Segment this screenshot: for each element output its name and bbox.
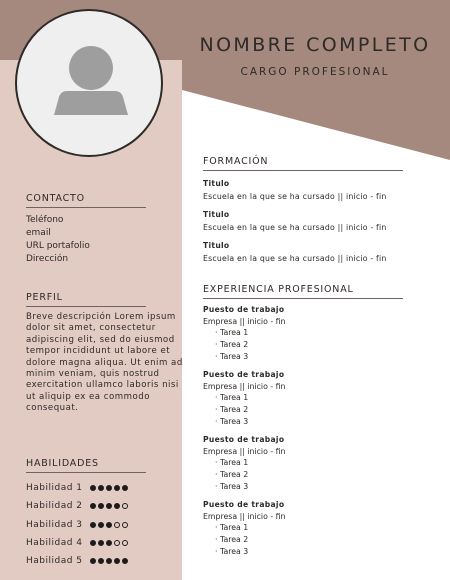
degree-detail: Escuela en la que se ha cursado || inicio - fin [203,223,387,232]
degree-detail: Escuela en la que se ha cursado || inicio - fin [203,192,387,201]
skill-row [26,497,176,515]
skill-rating [90,540,128,546]
job-entry [203,370,403,428]
profile-section [26,292,183,415]
rating-dot-filled-icon [114,503,120,509]
job-task: · Tarea 3 [203,481,403,493]
rating-dot-filled-icon [106,540,112,546]
profile-title: PERFIL [26,292,146,307]
skill-name: Habilidad 4 [26,538,83,549]
education-title: FORMACIÓN [203,156,403,171]
job-company: Empresa || inicio - fin [203,447,286,456]
rating-dot-filled-icon [106,558,112,564]
profile-photo [15,9,163,157]
job-position: Puesto de trabajo [203,435,285,444]
rating-dot-filled-icon [90,522,96,528]
job-task: · Tarea 3 [203,351,403,363]
rating-dot-filled-icon [90,540,96,546]
degree-title: Titulo [203,179,230,188]
rating-dot-filled-icon [98,485,104,491]
contact-section [26,193,176,266]
skill-row [26,479,176,497]
job-entry [203,435,403,493]
full-name: NOMBRE COMPLETO [199,34,431,56]
degree-title: Titulo [203,210,230,219]
job-task: · Tarea 2 [203,534,403,546]
rating-dot-filled-icon [106,522,112,528]
skill-row [26,516,176,534]
rating-dot-filled-icon [122,485,128,491]
contact-title: CONTACTO [26,193,146,208]
contact-portfolio: URL portafolio [26,241,90,251]
rating-dot-filled-icon [90,558,96,564]
rating-dot-filled-icon [98,558,104,564]
rating-dot-empty-icon [122,540,128,546]
skills-list [26,479,176,570]
degree-title: Titulo [203,241,230,250]
job-position: Puesto de trabajo [203,370,285,379]
rating-dot-filled-icon [106,503,112,509]
rating-dot-filled-icon [98,540,104,546]
job-task: · Tarea 1 [203,457,403,469]
job-title: CARGO PROFESIONAL [240,66,390,78]
job-task: · Tarea 2 [203,469,403,481]
rating-dot-filled-icon [106,485,112,491]
experience-title: EXPERIENCIA PROFESIONAL [203,284,403,299]
education-item [203,241,403,264]
job-task: · Tarea 2 [203,339,403,351]
job-task: · Tarea 1 [203,392,403,404]
skill-rating [90,503,128,509]
rating-dot-filled-icon [98,503,104,509]
skill-name: Habilidad 2 [26,501,83,512]
experience-section [203,284,403,558]
job-task: · Tarea 1 [203,522,403,534]
skill-rating [90,558,128,564]
rating-dot-filled-icon [122,558,128,564]
job-company: Empresa || inicio - fin [203,512,286,521]
rating-dot-empty-icon [122,522,128,528]
rating-dot-filled-icon [98,522,104,528]
skill-name: Habilidad 5 [26,556,83,567]
rating-dot-filled-icon [114,485,120,491]
skill-name: Habilidad 1 [26,483,83,494]
skills-title: HABILIDADES [26,458,146,473]
job-position: Puesto de trabajo [203,305,285,314]
profile-description: Breve descripción Lorem ipsum dolor sit amet, consectetur adipiscing elit, sed do eiusmod tempor incididunt ut labore et dolore magna aliqua. Ut enim ad minim veniam, quis nostrud exercitation ullamco laboris nisi ut aliquip ex ea commodo consequat. [26,312,183,414]
job-task: · Tarea 3 [203,546,403,558]
person-silhouette-icon [17,11,163,157]
rating-dot-filled-icon [90,485,96,491]
job-entry [203,500,403,558]
job-entry [203,305,403,363]
job-task: · Tarea 3 [203,416,403,428]
skill-rating [90,522,128,528]
skill-name: Habilidad 3 [26,519,83,530]
education-item [203,210,403,233]
skills-section [26,458,176,570]
job-task: · Tarea 1 [203,327,403,339]
skill-row [26,534,176,552]
skill-rating [90,485,128,491]
job-position: Puesto de trabajo [203,500,285,509]
rating-dot-filled-icon [114,558,120,564]
jobs-list [203,305,403,558]
contact-address: Dirección [26,254,69,264]
job-task: · Tarea 2 [203,404,403,416]
job-company: Empresa || inicio - fin [203,382,286,391]
rating-dot-empty-icon [114,522,120,528]
education-item [203,179,403,202]
rating-dot-empty-icon [122,503,128,509]
contact-email: email [26,228,51,238]
job-company: Empresa || inicio - fin [203,317,286,326]
rating-dot-filled-icon [90,503,96,509]
degree-detail: Escuela en la que se ha cursado || inicio - fin [203,254,387,263]
skill-row [26,552,176,570]
education-section [203,156,403,264]
rating-dot-empty-icon [114,540,120,546]
contact-phone: Teléfono [26,215,64,225]
